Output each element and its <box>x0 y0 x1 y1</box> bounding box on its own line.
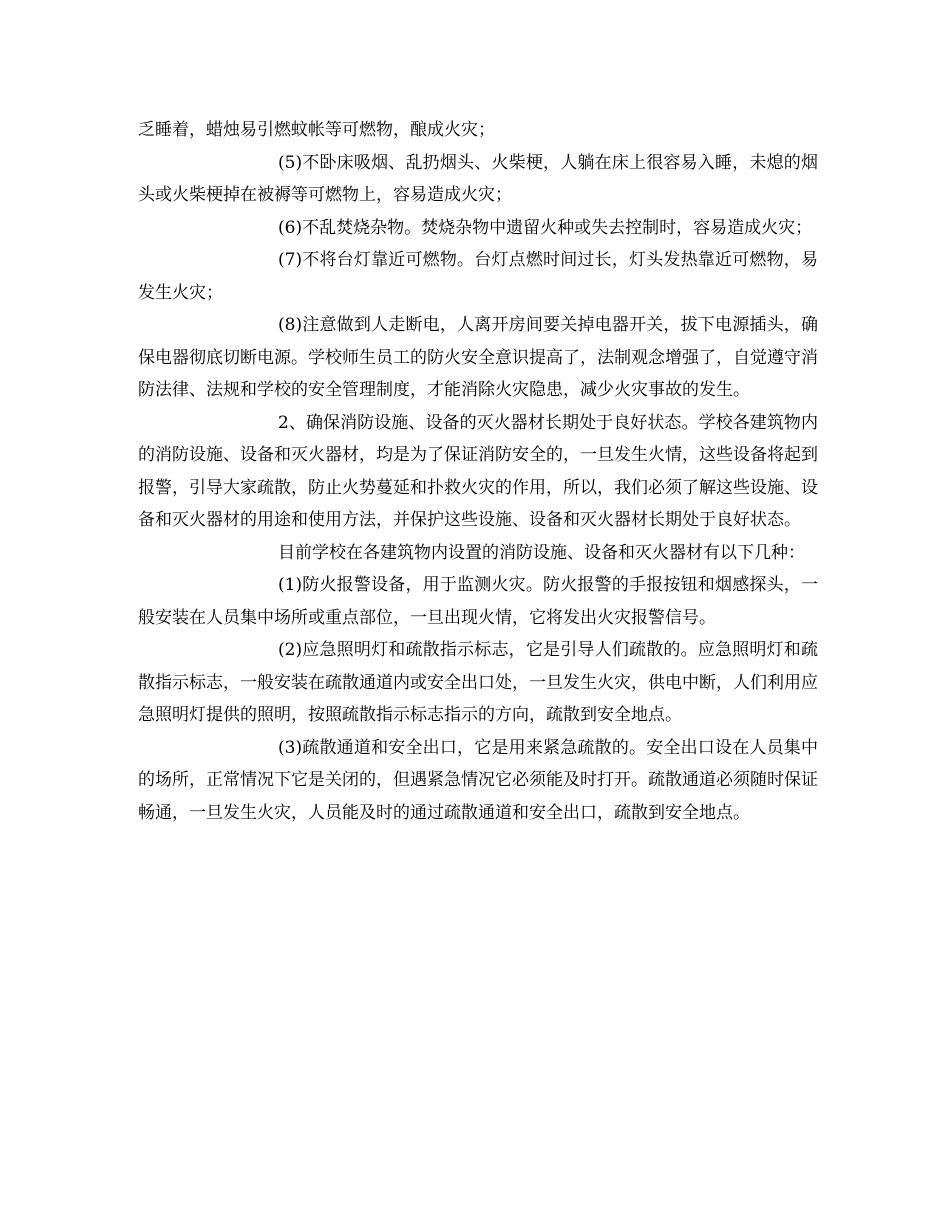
paragraph-item-6: (6)不乱焚烧杂物。焚烧杂物中遗留火种或失去控制时，容易造成火灾； <box>278 217 813 238</box>
paragraph-list-item-2: (2)应急照明灯和疏散指示标志，它是引导人们疏散的。应急照明灯和疏散指示标志，一般安装在疏散通道内或安全出口处，一旦发生火灾，供电中断，人们利用应急照明灯提供的照明，按照疏散指示标志指示的方向，疏散到安全地点。 <box>138 640 818 725</box>
paragraph-section-2: 2、确保消防设施、设备的灭火器材长期处于良好状态。学校各建筑物内的消防设施、设备和灭火器材，均是为了保证消防安全的，一旦发生火情，这些设备将起到报警，引导大家疏散，防止火势蔓延和扑救火灾的作用，所以，我们必须了解这些设施、设备和灭火器材的用途和使用方法，并保护这些设施、设备和灭火器材长期处于良好状态。 <box>138 412 818 530</box>
paragraph-continuation: 乏睡着，蜡烛易引燃蚊帐等可燃物，酿成火灾； <box>138 120 495 140</box>
paragraph-item-8: (8)注意做到人走断电，人离开房间要关掉电器开关，拔下电源插头，确保电器彻底切断电源。学校师生员工的防火安全意识提高了，法制观念增强了，自觉遵守消防法律、法规和学校的安全管理制度，才能消除火灾隐患，减少火灾事故的发生。 <box>138 315 818 400</box>
paragraph-intro-list: 目前学校在各建筑物内设置的消防设施、设备和灭火器材有以下几种： <box>278 542 805 563</box>
paragraph-item-7: (7)不将台灯靠近可燃物。台灯点燃时间过长，灯头发热靠近可燃物，易发生火灾； <box>138 250 818 303</box>
paragraph-item-5: (5)不卧床吸烟、乱扔烟头、火柴梗，人躺在床上很容易入睡，未熄的烟头或火柴梗掉在被褥等可燃物上，容易造成火灾； <box>138 152 818 205</box>
paragraph-list-item-1: (1)防火报警设备，用于监测火灾。防火报警的手报按钮和烟感探头，一般安装在人员集中场所或重点部位，一旦出现火情，它将发出火灾报警信号。 <box>138 575 818 628</box>
document-body <box>138 114 818 829</box>
paragraph-list-item-3: (3)疏散通道和安全出口，它是用来紧急疏散的。安全出口设在人员集中的场所，正常情况下它是关闭的，但遇紧急情况它必须能及时打开。疏散通道必须随时保证畅通，一旦发生火灾，人员能及时的通过疏散通道和安全出口，疏散到安全地点。 <box>138 737 818 823</box>
